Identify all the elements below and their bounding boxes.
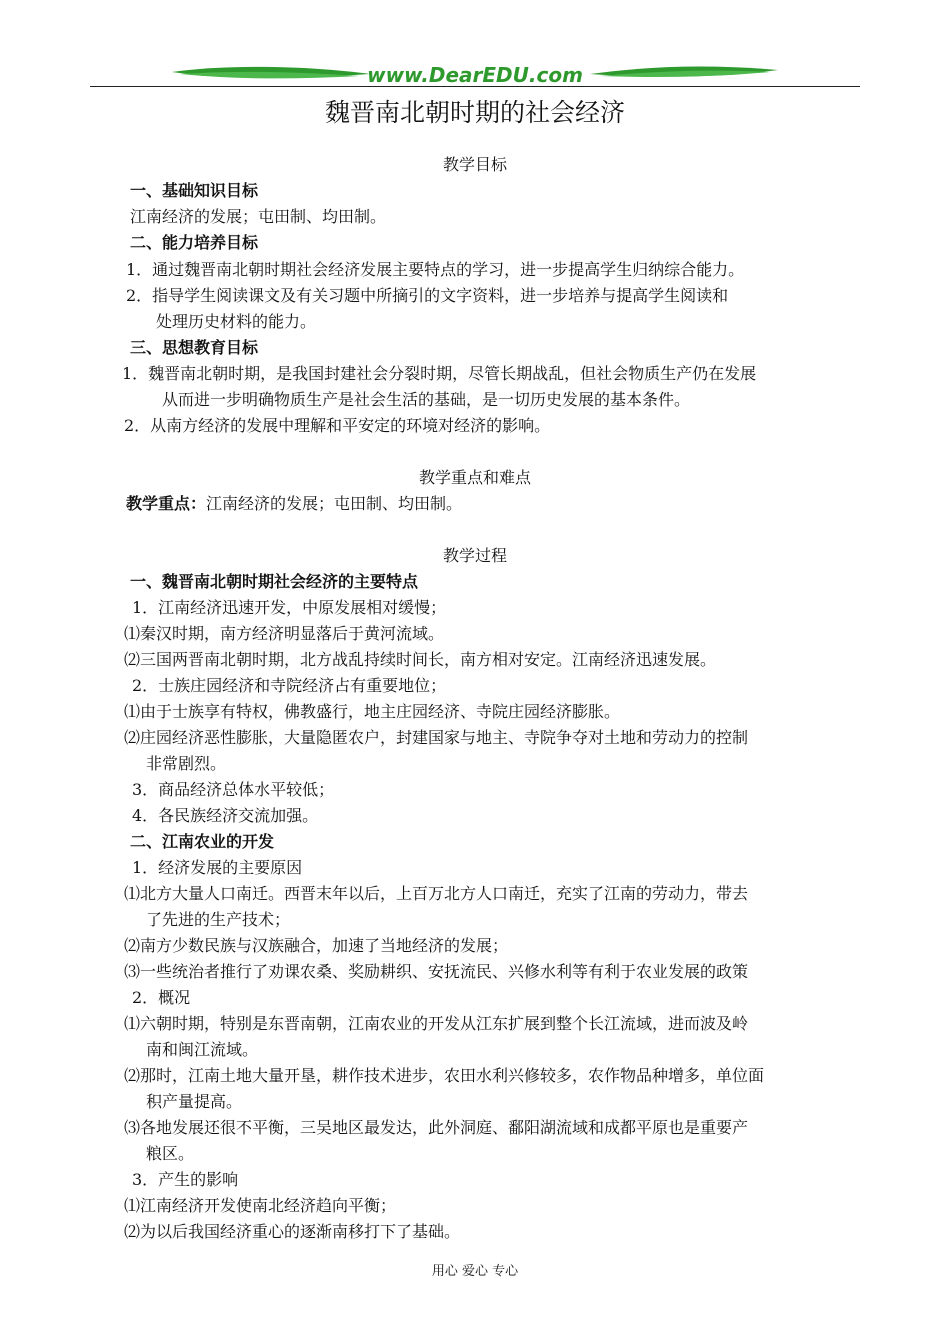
- goal2-item-1: 1．通过魏晋南北朝时期社会经济发展主要特点的学习，进一步提高学生归纳综合能力。: [126, 260, 745, 279]
- page-title: 魏晋南北朝时期的社会经济: [324, 98, 625, 127]
- p1-item-2a: ⑴由于士族享有特权，佛教盛行，地主庄园经济、寺院庄园经济膨胀。: [124, 702, 621, 721]
- p2-item-2b: ⑵那时，江南土地大量开垦，耕作技术进步，农田水利兴修较多，农作物品种增多，单位面: [124, 1066, 765, 1085]
- p2-item-1c: ⑶一些统治者推行了劝课农桑、奖励耕织、安抚流民、兴修水利等有利于农业发展的政策: [124, 962, 749, 981]
- p1-item-2b-cont: 非常剧烈。: [146, 754, 227, 773]
- p2-item-3a: ⑴江南经济开发使南北经济趋向平衡；: [124, 1196, 397, 1215]
- p1-item-1: 1．江南经济迅速开发，中原发展相对缓慢；: [132, 598, 447, 617]
- goals-heading: 教学目标: [442, 155, 507, 174]
- p1-item-2: 2．士族庄园经济和寺院经济占有重要地位；: [132, 676, 447, 695]
- goal2-heading: 二、能力培养目标: [130, 233, 259, 252]
- goal1-heading: 一、基础知识目标: [130, 181, 259, 200]
- page-footer: 用心 爱心 专心: [431, 1264, 519, 1279]
- key-points-line: [126, 492, 462, 516]
- p1-item-1a: ⑴秦汉时期，南方经济明显落后于黄河流域。: [124, 624, 445, 643]
- goal3-item-1-cont: 从而进一步明确物质生产是社会生活的基础，是一切历史发展的基本条件。: [162, 390, 691, 409]
- goal2-item-2: 2．指导学生阅读课文及有关习题中所摘引的文字资料，进一步培养与提高学生阅读和: [126, 286, 729, 305]
- p2-item-2b-cont: 积产量提高。: [146, 1092, 243, 1111]
- site-url-text: www.DearEDU.com: [367, 63, 583, 87]
- p2-item-1: 1．经济发展的主要原因: [132, 858, 303, 877]
- goal1-text: 江南经济的发展；屯田制、均田制。: [130, 207, 387, 226]
- dearedu-logo: [170, 60, 780, 88]
- goal3-item-2: 2．从南方经济的发展中理解和平安定的环境对经济的影响。: [124, 416, 551, 435]
- key-points-text: 江南经济的发展；屯田制、均田制。: [206, 494, 463, 513]
- p2-item-1a-cont: 了先进的生产技术；: [146, 910, 291, 929]
- p2-item-1a: ⑴北方大量人口南迁。西晋末年以后，上百万北方人口南迁，充实了江南的劳动力，带去: [124, 884, 749, 903]
- process-section-1-heading: 一、魏晋南北朝时期社会经济的主要特点: [130, 572, 419, 591]
- p2-item-2c-cont: 粮区。: [146, 1144, 195, 1163]
- key-points-heading: 教学重点和难点: [418, 468, 531, 487]
- process-heading: 教学过程: [442, 546, 507, 565]
- goal3-item-1: 1．魏晋南北朝时期，是我国封建社会分裂时期，尽管长期战乱，但社会物质生产仍在发展: [122, 364, 757, 383]
- p1-item-4: 4．各民族经济交流加强。: [132, 806, 319, 825]
- key-points-label: 教学重点：: [126, 494, 207, 513]
- process-section-2-heading: 二、江南农业的开发: [130, 832, 275, 851]
- p2-item-3b: ⑵为以后我国经济重心的逐渐南移打下了基础。: [124, 1222, 461, 1241]
- p2-item-2: 2．概况: [132, 988, 191, 1007]
- goal2-item-2-cont: 处理历史材料的能力。: [156, 312, 317, 331]
- p2-item-2c: ⑶各地发展还很不平衡，三吴地区最发达，此外洞庭、鄱阳湖流域和成都平原也是重要产: [124, 1118, 749, 1137]
- p2-item-2a: ⑴六朝时期，特别是东晋南朝，江南农业的开发从江东扩展到整个长江流域，进而波及岭: [124, 1014, 749, 1033]
- header-rule: [90, 86, 860, 87]
- p2-item-1b: ⑵南方少数民族与汉族融合，加速了当地经济的发展；: [124, 936, 509, 955]
- p1-item-1b: ⑵三国两晋南北朝时期，北方战乱持续时间长，南方相对安定。江南经济迅速发展。: [124, 650, 717, 669]
- p1-item-3: 3．商品经济总体水平较低；: [132, 780, 335, 799]
- p1-item-2b: ⑵庄园经济恶性膨胀，大量隐匿农户，封建国家与地主、寺院争夺对土地和劳动力的控制: [124, 728, 749, 747]
- goal3-heading: 三、思想教育目标: [130, 338, 259, 357]
- p2-item-2a-cont: 南和闽江流域。: [146, 1040, 259, 1059]
- p2-item-3: 3．产生的影响: [132, 1170, 239, 1189]
